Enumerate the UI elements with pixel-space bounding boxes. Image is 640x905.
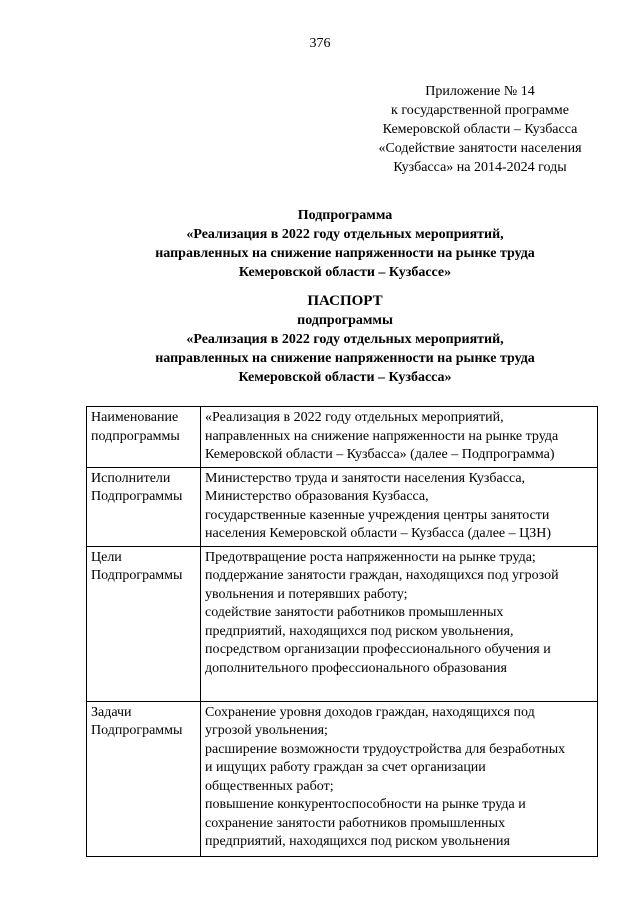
row-value-line: и ищущих работу граждан за счет организации (205, 760, 486, 775)
table-row-name (87, 407, 598, 468)
row-value-line: государственные казенные учреждения центры занятости (205, 507, 550, 523)
appendix-line: к государственной программе (391, 103, 569, 118)
passport-subheading: подпрограммы (297, 313, 393, 328)
row-label-cell (87, 407, 201, 468)
row-label-line: подпрограммы (91, 428, 180, 444)
passport-title-line: направленных на снижение напряженности на рынке труда (155, 351, 535, 366)
row-value-line: Министерство образования Кузбасса, (205, 489, 429, 504)
passport-heading: ПАСПОРТ (307, 293, 383, 309)
row-value-cell (201, 467, 598, 546)
appendix-note (360, 82, 600, 177)
subprogram-title-line: направленных на снижение напряженности на рынке труда (155, 246, 535, 261)
row-value-cell (201, 407, 598, 468)
row-value-line: Министерство труда и занятости населения Кузбасса, (205, 470, 526, 486)
row-label-line: Цели (91, 549, 122, 565)
row-value-line: поддержание занятости граждан, находящихся под угрозой (205, 568, 559, 583)
row-value-line: расширение возможности трудоустройства для безработных (205, 741, 566, 757)
row-value-line: Предотвращение роста напряженности на рынке труда; (205, 549, 536, 565)
row-value-line: направленных на снижение напряженности на рынке труда (205, 428, 559, 444)
row-value-line: «Реализация в 2022 году отдельных мероприятий, (205, 410, 504, 425)
row-label-line: Задачи (91, 704, 132, 720)
row-value-line: дополнительного профессионального образования (205, 660, 507, 676)
passport-title-line: Кемеровской области – Кузбасса» (238, 370, 452, 385)
subprogram-title-line: «Реализация в 2022 году отдельных мероприятий, (186, 227, 504, 242)
passport-title (0, 292, 640, 387)
row-value-cell (201, 546, 598, 701)
appendix-line: Кемеровской области – Кузбасса (382, 122, 578, 137)
row-label-line: Исполнители (91, 470, 171, 486)
row-label-cell (87, 701, 201, 856)
table-row-goals (87, 546, 598, 701)
row-value-line: сохранение занятости работников промышленных (205, 815, 506, 831)
row-label-line: Подпрограммы (91, 723, 183, 738)
appendix-line: Кузбасса» на 2014-2024 годы (393, 160, 567, 175)
subprogram-title (0, 206, 640, 282)
appendix-line: Приложение № 14 (425, 84, 535, 99)
row-label-line: Подпрограммы (91, 489, 183, 504)
page-number: 376 (309, 36, 331, 51)
passport-table (86, 406, 598, 857)
row-label-cell (87, 467, 201, 546)
row-value-line: посредством организации профессионального обучения и (205, 642, 551, 657)
row-value-cell (201, 701, 598, 856)
table-row-executors (87, 467, 598, 546)
passport-title-line: «Реализация в 2022 году отдельных мероприятий, (186, 332, 504, 347)
row-value-line: увольнения и потерявших работу; (205, 586, 408, 602)
row-value-line: повышение конкурентоспособности на рынке труда и (205, 797, 526, 812)
row-value-line: общественных работ; (205, 778, 334, 794)
subprogram-title-line: Кемеровской области – Кузбассе» (238, 265, 452, 280)
appendix-line: «Содействие занятости населения (378, 141, 582, 156)
row-label-line: Подпрограммы (91, 568, 183, 583)
row-value-line: содействие занятости работников промышленных (205, 605, 504, 620)
row-value-line: Сохранение уровня доходов граждан, находящихся под (205, 704, 535, 720)
table-row-tasks (87, 701, 598, 856)
row-value-line: предприятий, находящихся под риском увольнения, (205, 623, 514, 639)
row-value-line: населения Кемеровской области – Кузбасса (далее – ЦЗН) (205, 526, 552, 541)
row-label-cell (87, 546, 201, 701)
row-value-line: предприятий, находящихся под риском увольнения (205, 834, 510, 849)
subprogram-heading: Подпрограмма (297, 208, 393, 223)
row-value-line: Кемеровской области – Кузбасса» (далее – Подпрограмма) (205, 447, 555, 462)
row-value-line: угрозой увольнения; (205, 723, 328, 738)
row-label-line: Наименование (91, 410, 179, 425)
